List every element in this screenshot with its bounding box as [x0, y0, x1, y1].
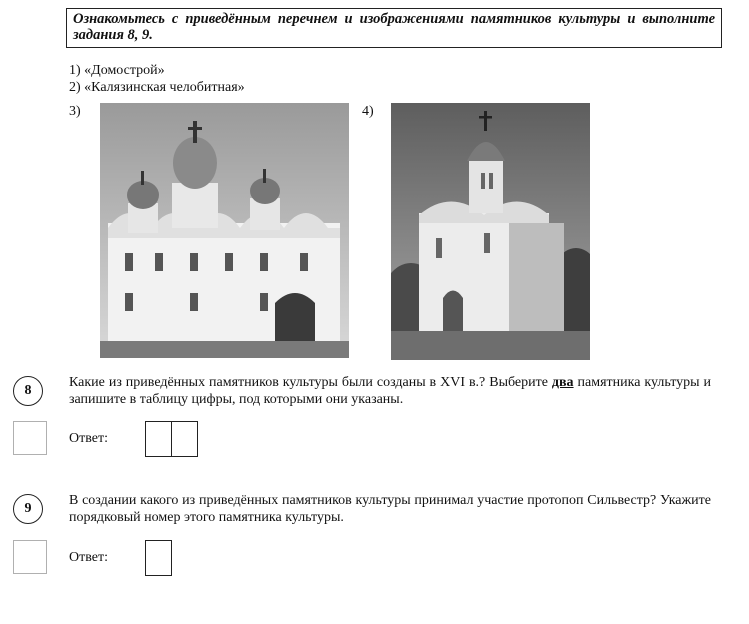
answer-label-8: Ответ:: [69, 431, 108, 446]
question-number-text: 9: [24, 501, 32, 516]
question-text: Какие из приведённых памятников культуры были созданы в XVI в.? Выберите: [69, 375, 552, 390]
answer-cell-1[interactable]: [145, 540, 172, 576]
answer-label-9: Ответ:: [69, 550, 108, 565]
question-8-text: [69, 374, 711, 408]
answer-cell-2[interactable]: [171, 421, 198, 457]
list-item: 1) «Домострой»: [69, 63, 165, 78]
question-text: В создании какого из приведённых памятников культуры принимал участие протопоп Сильвестр? Укажите порядковый номер этого памятника культуры.: [69, 493, 711, 525]
question-number-text: 8: [24, 383, 32, 398]
question-number-9: [13, 494, 43, 524]
score-box-8: [13, 421, 47, 455]
answer-cell-1[interactable]: [145, 421, 172, 457]
question-9-text: [69, 492, 711, 526]
question-number-8: [13, 376, 43, 406]
instruction-text: Ознакомьтесь с приведённым перечнем и изображениями памятников культуры и выполните задания 8, 9.: [73, 11, 715, 43]
cathedral-photo-2: [391, 103, 590, 360]
score-box-9: [13, 540, 47, 574]
question-emphasis: два: [551, 375, 574, 390]
list-item: 2) «Калязинская челобитная»: [69, 80, 245, 95]
image-label-3: 3): [69, 104, 81, 119]
image-label-4: 4): [362, 104, 374, 119]
instruction-box: [66, 8, 722, 48]
cathedral-photo-1: [100, 103, 349, 358]
monument-list: [69, 62, 245, 96]
question-text: памятника культуры и запишите в таблицу цифры, под которыми они указаны.: [69, 375, 711, 407]
